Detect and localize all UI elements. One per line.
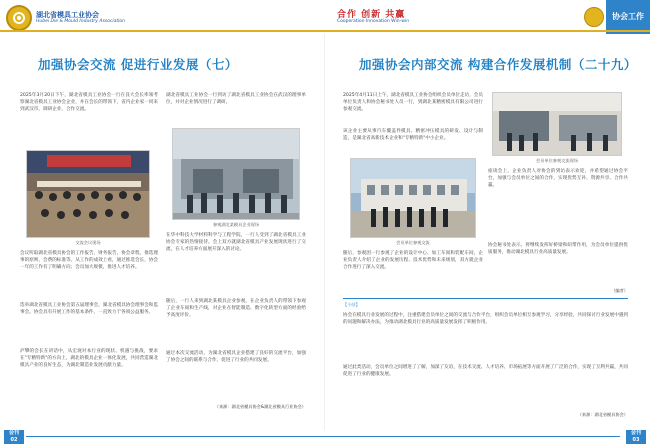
header-divider (0, 30, 325, 32)
right-page-footer (325, 430, 650, 444)
left-col1-para2: 会议听取湖北省模具协会的工作报告，财务报告，协会章程，推选理事的原则、会费的标准等。从工作的成效上看，通过推选会长，协会一年的工作有了明确方向；会员加大规模，推进人才培养。 (20, 251, 158, 271)
section-divider (343, 298, 628, 299)
org-name-en: Hubei Die & Mould Industry Association (36, 19, 125, 24)
lower-heading: 【小结】 (343, 302, 360, 307)
left-col1-para1: 2025年3月20日下午，湖北省模具工业协会一行在良大会长率领考察湖北省模具工业协会企业，并在会长的带领下，省内企业家一同来到武汉市，调研企业、合作交流。 (20, 93, 158, 113)
right-page-number (626, 430, 646, 444)
left-col2-para3: 随后，一行人来到湖北某模具企业参观，在企业负责人的带领下参观了企业车间和生产线，对企业在智能制造、数字化转型方面的经验给予高度评价。 (166, 299, 306, 319)
right-lower-para2: 通过此类活动，会员单位之间增进了了解，加深了友谊，在技术交流、人才培养、市场拓展等方面开展了广泛的合作，实现了互利共赢，共同促进了行业的健康发展。 (343, 365, 628, 378)
right-photo1-caption: 会员单位参观交流 (396, 240, 430, 245)
right-col1-para3: 随后，参观团一行参观了企业的设计中心、加工车间和装配车间，企业负责人介绍了企业的发展历程、技术优势和未来规划，双方就企业合作进行了深入交流。 (343, 251, 483, 271)
right-page-header (325, 0, 650, 34)
slogan-en: Cooperation Innovation Win-win (337, 19, 410, 24)
left-footer-label: 会刊 (8, 430, 19, 436)
footer-rule (325, 436, 620, 437)
right-col1-para1: 2025年4月11日上午，湖北省模具工业协会组织会员单位走访，会员单位负责人和协会秘书处人员一行，到湖北某精密模具有限公司进行参观交流。 (343, 93, 483, 113)
left-page-header (0, 0, 325, 34)
page-gutter (324, 34, 325, 430)
factory-visit-photo (172, 128, 300, 220)
left-photo2-caption: 参观湖北某模具企业现场 (212, 222, 260, 227)
footer-rule (26, 436, 325, 437)
left-page-num: 02 (10, 437, 18, 443)
association-logo (6, 5, 32, 31)
left-page-footer (0, 430, 325, 444)
left-col2-para2: 在华中科技大学材料科学与工程学院，一行人受到了湖北省模具工业协会专家的热情接待。会上双方就湖北省模具产业发展现状进行了交流，在人才培养方面展开深入的讨论。 (166, 233, 306, 253)
meeting-photo (26, 150, 150, 238)
gear-icon (11, 10, 27, 26)
header-divider (325, 30, 650, 32)
workshop-photo (492, 92, 622, 156)
left-page-number (4, 430, 24, 444)
left-article-title: 加强协会交流 促进行业发展（七） (38, 57, 238, 72)
left-col2-para1: 湖北省模具工业协会一行到访了湖北省模具工业协会在武汉的理事单位，并对企业情况进行了调研。 (166, 93, 306, 106)
right-source-tag: （编者） (611, 288, 628, 293)
left-article-source: （来源：湖北省模具协会&湖北省模具行业协会） (214, 404, 306, 409)
right-col1-para2: 该企业主要从事汽车覆盖件模具、精密冲压模具的研发、设计与制造，是湖北省高新技术企业和"专精特新"中小企业。 (343, 129, 483, 142)
left-col1-para4: 泸攀的会长在讲话中，从宏观对本行业的现状、机遇与挑战，要求在"专精特新"的方向上，湖北的模具企业一体化发展，共同营造湖北模具产业的良好生态，为湖北制造业发展贡献力量。 (20, 349, 158, 369)
member-visit-photo (350, 158, 476, 238)
right-article-title: 加强协会内部交流 构建合作发展机制（二十九） (359, 57, 637, 72)
right-photo2-caption: 会员单位参观交流现场 (536, 158, 578, 163)
right-footer-label: 会刊 (630, 430, 641, 436)
right-col2-para2: 协会秘书处表示，将继续发挥好桥梁和纽带作用，为会员单位提供优质服务，推动湖北模具行业高质量发展。 (488, 243, 628, 256)
org-name-cn: 湖北省模具工业协会 (36, 11, 99, 19)
right-lower-para1: 协会在模具行业发展的过程中，注重搭建会员单位之间的交流与合作平台，组织会员单位相互参观学习，分享经验，共同探讨行业发展中遇到的问题和解决办法，为推动湖北模具行业的高质量发展发挥了积极作用。 (343, 313, 628, 326)
right-lower-source: （来源：湖北省模具协会） (577, 412, 628, 417)
left-col2-para4: 通过本次交流活动，为湖北省模具企业搭建了良好的交流平台，加强了协会之间的联系与合作，促进了行业的共同发展。 (166, 351, 306, 364)
section-tab: 协会工作 (606, 0, 650, 34)
section-badge-icon (584, 7, 604, 27)
right-page-num: 03 (632, 437, 640, 443)
right-col2-para1: 座谈会上，企业负责人对协会的到访表示欢迎，并希望通过协会平台，加强与会员单位之间的合作，实现优势互补、资源共享、合作共赢。 (488, 169, 628, 189)
left-col1-para3: 选举湖北省模具工业协会第五届理事会，湖北省模具协会理事会和监事会。协会具有开展工作的基本条件，一直致力于各项公益服务。 (20, 303, 158, 316)
left-photo1-caption: 交流会议现场 (75, 240, 101, 245)
slogan: 合作 创新 共赢 (337, 10, 406, 20)
